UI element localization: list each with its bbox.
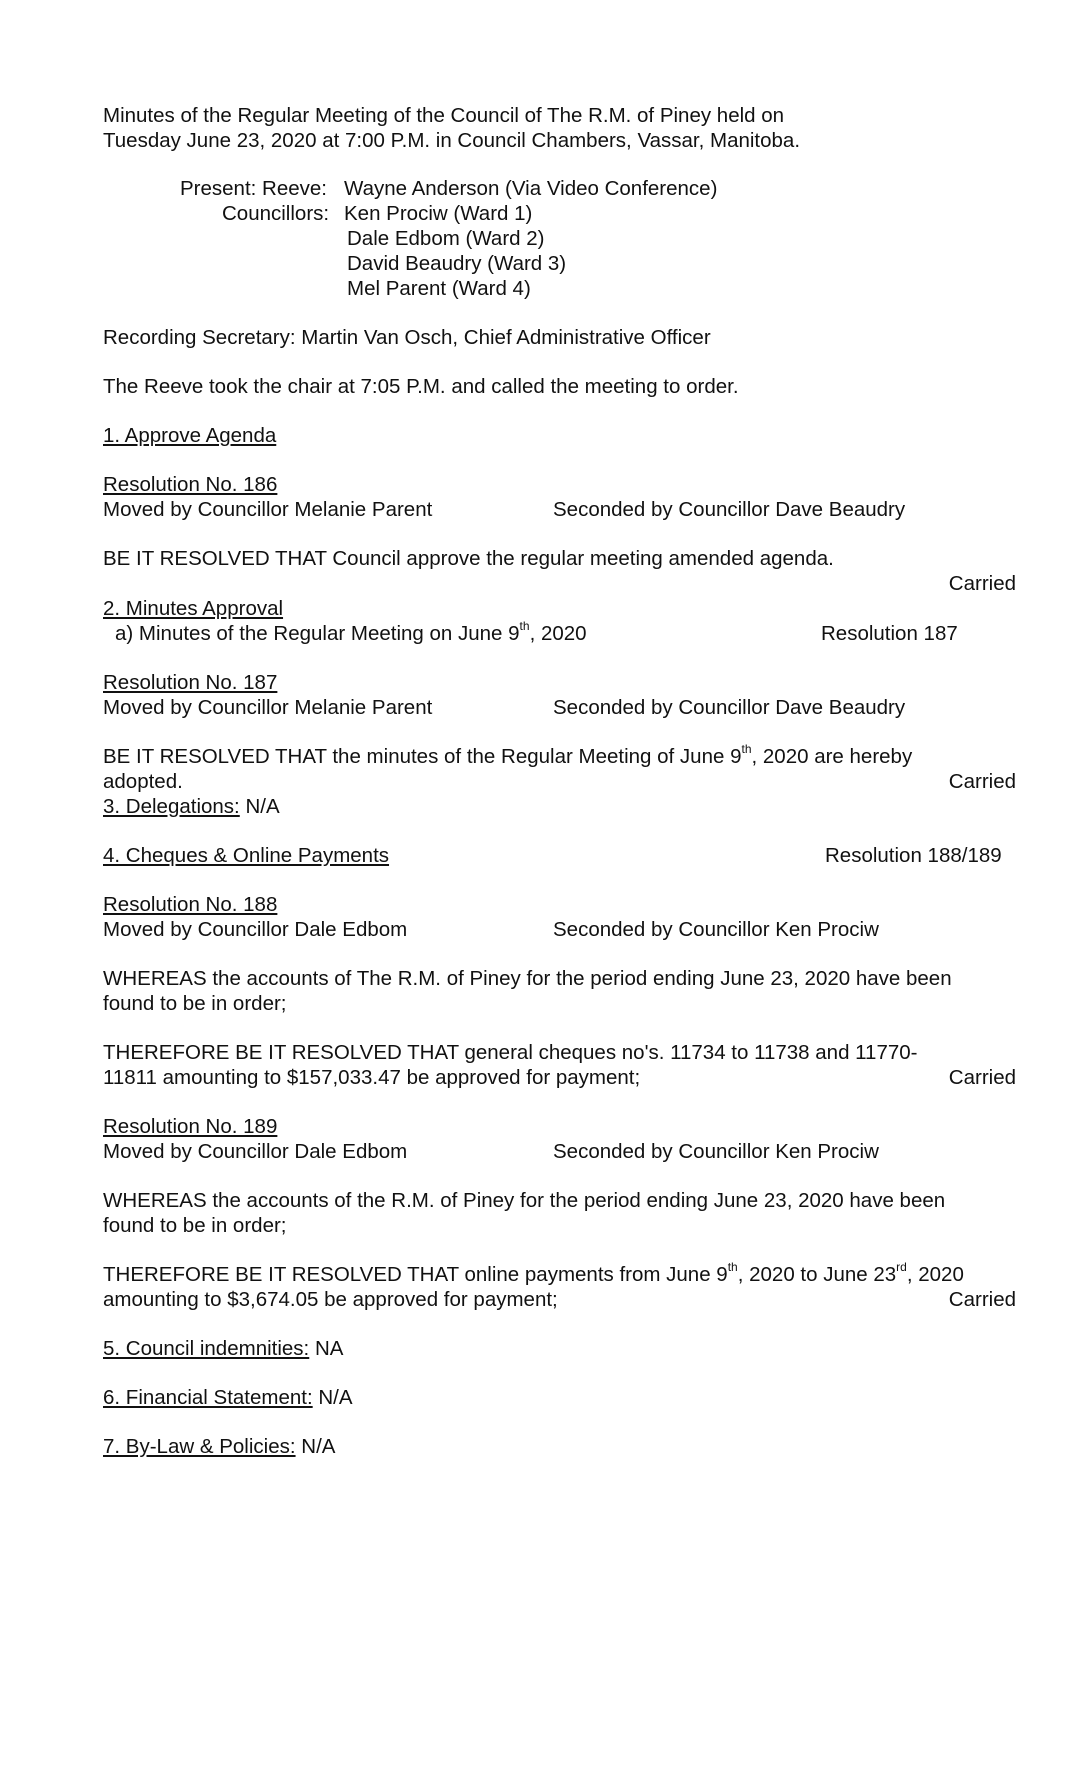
therefore-text: 11811 amounting to $157,033.47 be approved for payment;	[103, 1066, 641, 1089]
whereas-text: found to be in order;	[103, 992, 287, 1015]
councillor-item: Ken Prociw (Ward 1)	[344, 202, 533, 225]
section-heading: 6. Financial Statement:	[103, 1386, 313, 1409]
councillor-item: David Beaudry (Ward 3)	[347, 252, 567, 275]
section-value: NA	[309, 1337, 344, 1360]
section-value: N/A	[312, 1386, 353, 1409]
resolution-title: Resolution No. 187	[103, 671, 278, 694]
resolution-text: BE IT RESOLVED THAT Council approve the regular meeting amended agenda.	[103, 547, 834, 570]
therefore-text: amounting to $3,674.05 be approved for payment;	[103, 1288, 558, 1311]
section-heading: 3. Delegations:	[103, 795, 240, 818]
section-heading: 5. Council indemnities:	[103, 1337, 310, 1360]
resolution-ref: Resolution 187	[821, 622, 958, 645]
moved-by: Moved by Councillor Melanie Parent	[103, 498, 433, 521]
seconded-by: Seconded by Councillor Ken Prociw	[553, 1140, 879, 1163]
seconded-by: Seconded by Councillor Ken Prociw	[553, 918, 879, 941]
carried-label: Carried	[948, 572, 1016, 595]
reeve-label: Present: Reeve:	[180, 177, 327, 200]
resolution-ref: Resolution 188/189	[825, 844, 1002, 867]
resolution-text: BE IT RESOLVED THAT the minutes of the Regular Meeting of June 9th, 2020 are hereby	[103, 742, 913, 768]
therefore-text: THEREFORE BE IT RESOLVED THAT online payments from June 9th, 2020 to June 23rd, 2020	[103, 1260, 964, 1286]
section-heading: 4. Cheques & Online Payments	[103, 844, 390, 867]
moved-by: Moved by Councillor Melanie Parent	[103, 696, 433, 719]
moved-by: Moved by Councillor Dale Edbom	[103, 918, 408, 941]
header-line-2: Tuesday June 23, 2020 at 7:00 P.M. in Council Chambers, Vassar, Manitoba.	[103, 129, 801, 152]
carried-label: Carried	[948, 770, 1016, 793]
resolution-text-line2: adopted.	[103, 770, 183, 793]
reeve-name: Wayne Anderson (Via Video Conference)	[344, 177, 718, 200]
section-value: N/A	[295, 1435, 336, 1458]
section-heading: 1. Approve Agenda	[103, 424, 277, 447]
section-heading: 2. Minutes Approval	[103, 597, 284, 620]
header-line-1: Minutes of the Regular Meeting of the Council of The R.M. of Piney held on	[103, 104, 785, 127]
councillor-item: Mel Parent (Ward 4)	[347, 277, 531, 300]
resolution-title: Resolution No. 189	[103, 1115, 278, 1138]
call-to-order: The Reeve took the chair at 7:05 P.M. and called the meeting to order.	[103, 375, 739, 398]
therefore-text: THEREFORE BE IT RESOLVED THAT general cheques no's. 11734 to 11738 and 11770-	[103, 1041, 918, 1064]
carried-label: Carried	[948, 1066, 1016, 1089]
moved-by: Moved by Councillor Dale Edbom	[103, 1140, 408, 1163]
councillors-label: Councillors:	[222, 202, 330, 225]
resolution-title: Resolution No. 186	[103, 473, 278, 496]
seconded-by: Seconded by Councillor Dave Beaudry	[553, 696, 906, 719]
recording-secretary: Recording Secretary: Martin Van Osch, Chief Administrative Officer	[103, 326, 711, 349]
section-heading: 7. By-Law & Policies:	[103, 1435, 296, 1458]
carried-label: Carried	[948, 1288, 1016, 1311]
councillor-item: Dale Edbom (Ward 2)	[347, 227, 545, 250]
section-value: N/A	[239, 795, 280, 818]
whereas-text: WHEREAS the accounts of The R.M. of Piney for the period ending June 23, 2020 have been	[103, 967, 952, 990]
seconded-by: Seconded by Councillor Dave Beaudry	[553, 498, 906, 521]
whereas-text: found to be in order;	[103, 1214, 287, 1237]
agenda-item: a) Minutes of the Regular Meeting on June 9th, 2020	[115, 619, 587, 645]
whereas-text: WHEREAS the accounts of the R.M. of Piney for the period ending June 23, 2020 have been	[103, 1189, 946, 1212]
resolution-title: Resolution No. 188	[103, 893, 278, 916]
